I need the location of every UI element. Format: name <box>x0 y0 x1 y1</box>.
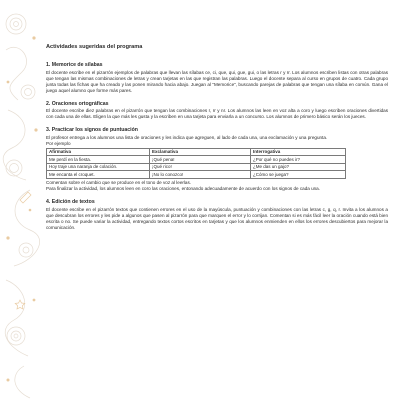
table-cell: ¿Cómo se juega? <box>251 171 346 179</box>
table-cell: ¿Me das un gajo? <box>251 163 346 171</box>
spiral-ornament <box>6 14 26 34</box>
section-paragraph: El docente escribe en el pizarrón textos que contienen errores en el uso de la mayúscula, puntuación y combinaciones con las letras c, g, q, r. Invita a los alumnos a que descubran los errores y les pide a algunos que pasen al pizarrón para que marquen el error y lo corrijan. Comentan si es más fácil leer la oración cuando está bien escrita o no. Se puede variar la actividad, entregando textos cortos escritos en tarjetas y que los alumnos enmienden en ellos los errores descubiertos para mejorar la comunicación. <box>46 206 388 230</box>
section-paragraph: Comentan sobre el cambio que se produce en el tono de voz al leerlas. <box>46 180 192 186</box>
table-cell: ¡Qué rico! <box>150 163 251 171</box>
section-1 <box>46 62 388 94</box>
section-paragraph: El profesor entrega a los alumnos una lista de oraciones y les indica que agreguen, al lado de cada una, una exclamación y una pregunta. <box>46 134 328 140</box>
table-header-cell: Interrogativa <box>251 148 346 156</box>
section-2 <box>46 101 388 121</box>
table-cell: Me encanta el croquet. <box>47 171 150 179</box>
section-paragraph: Para finalizar la actividad, los alumnos leen en coro las oraciones, entonando adecuadamente de acuerdo con los signos de cada una. <box>46 186 321 192</box>
table-header-cell: Afirmativa <box>47 148 150 156</box>
section-title: 1. Memorice de sílabas <box>46 62 103 68</box>
document-title: Actividades sugeridas del programa <box>46 44 143 50</box>
table-cell: ¡Qué pena! <box>150 156 251 164</box>
table-header-row <box>47 148 346 156</box>
table-cell: ¡No lo conozco! <box>150 171 251 179</box>
document-body <box>46 44 388 238</box>
table-cell: Me perdí en la fiesta. <box>47 156 150 164</box>
punctuation-table <box>46 148 346 179</box>
section-3 <box>46 127 388 192</box>
example-label: Por ejemplo <box>46 140 71 146</box>
section-paragraph: El docente escribe diez palabras en el pizarrón que tengan las combinaciones r, rr y nr. Los alumnos las leen en voz alta a coro y luego escriben oraciones divertidas con cada una de ellas. Eligen la que más les gusta y la escriben en una tarjeta para enviarla a un concurso. Los alumnos de primero básico serán los jueces. <box>46 108 388 119</box>
dot-ornament <box>32 36 35 39</box>
table-header-cell: Exclamativa <box>150 148 251 156</box>
table-cell: ¿Por qué no puedes ir? <box>251 156 346 164</box>
section-paragraph: El docente escribe en el pizarrón ejemplos de palabras que llevan las sílabas ce, ci, que, qui, gue, gui, o las letras r y rr. Los alumnos escriben listas con otras palabras que tengan las mismas combinaciones de letras y crean tarjetas en las que registran las palabras. Luego el docente separa al curso en grupos de cuatro. Cada grupo junta todas las fichas que ha creado y las ponen mirando hacia abajo. Juegan al "Memorice", buscando parejas de palabras que tengan una sílaba en común. Gana el juego aquel alumno que forme más pares. <box>46 69 388 93</box>
section-4 <box>46 199 388 231</box>
star-doodle-icon <box>15 300 25 309</box>
table-cell: Hoy traje una naranja de colación. <box>47 163 150 171</box>
table-row <box>47 156 346 164</box>
decorative-doodle-border <box>0 0 44 400</box>
swirl-ornament <box>6 47 27 100</box>
table-row <box>47 171 346 179</box>
pencil-doodle-icon <box>20 192 31 203</box>
table-row <box>47 163 346 171</box>
section-title: 2. Oraciones ortográficas <box>46 100 109 107</box>
section-title: 3. Practicar los signos de puntuación <box>46 127 138 133</box>
section-title: 4. Edición de textos <box>46 199 95 206</box>
